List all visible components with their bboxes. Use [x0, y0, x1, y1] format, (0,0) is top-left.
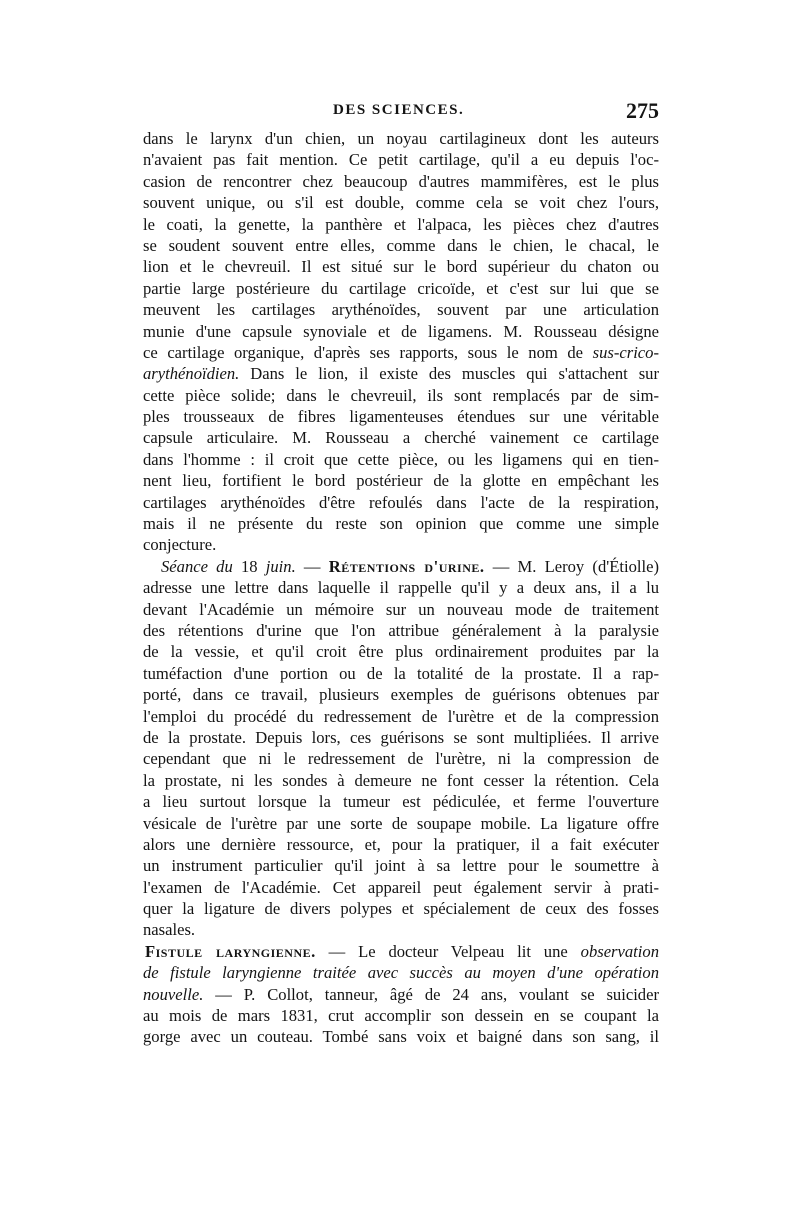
text-segment: l'emploi du procédé du redressement de l'urètre et de la compression	[143, 706, 659, 726]
text-segment: la prostate, ni les sondes à demeure ne font cesser la rétention. Cela	[143, 770, 659, 790]
text-line	[143, 256, 659, 277]
text-segment: vésicale de l'urètre par une sorte de soupape mobile. La ligature offre	[143, 813, 659, 833]
italic-text: Séance du	[161, 556, 241, 576]
text-line	[143, 192, 659, 213]
text-line	[143, 149, 659, 170]
text-line	[143, 706, 659, 727]
text-segment: — Le docteur Velpeau lit une	[315, 941, 581, 961]
text-segment: quer la ligature de divers polypes et spécialement de ceux des fosses	[143, 899, 659, 919]
text-line	[143, 834, 659, 855]
text-segment: de la prostate. Depuis lors, ces guérisons se sont multipliées. Il arrive	[143, 727, 659, 747]
italic-text: nouvelle.	[143, 984, 204, 1004]
text-line	[143, 470, 659, 491]
text-line	[143, 171, 659, 192]
section-heading: Fistule laryngienne.	[145, 941, 316, 961]
text-line	[143, 556, 659, 577]
text-line	[143, 427, 659, 448]
text-segment: gorge avec un couteau. Tombé sans voix et baigné dans son sang, il	[143, 1027, 659, 1047]
text-line	[143, 663, 659, 684]
text-segment: adresse une lettre dans laquelle il rappelle qu'il y a deux ans, il a lu	[143, 578, 659, 598]
text-segment: 18	[240, 556, 266, 576]
text-segment: tuméfaction d'une portion ou de la totalité de la prostate. Il a rap-	[143, 663, 659, 683]
text-line	[143, 385, 659, 406]
text-segment: ples trousseaux de fibres ligamenteuses étendues sur une véritable	[143, 407, 659, 427]
text-line	[143, 641, 659, 662]
text-segment: ce cartilage organique, d'après ses rapports, sous le nom de	[143, 342, 593, 362]
text-line	[143, 278, 659, 299]
text-segment: n'avaient pas fait mention. Ce petit cartilage, qu'il a eu depuis l'oc-	[143, 150, 659, 170]
text-segment: — P. Collot, tanneur, âgé de 24 ans, voulant se suicider	[203, 984, 659, 1004]
italic-text: de fistule laryngienne traitée avec succès au moyen d'une opération	[143, 963, 659, 983]
text-line	[143, 599, 659, 620]
text-line	[143, 342, 659, 363]
text-segment: Dans le lion, il existe des muscles qui s'attachent sur	[239, 364, 659, 384]
text-segment: au mois de mars 1831, crut accomplir son dessein en se coupant la	[143, 1006, 659, 1026]
text-segment: mais il ne présente du reste son opinion que comme une simple	[143, 514, 659, 534]
text-segment: de la vessie, et qu'il croit être plus ordinairement produites par la	[143, 642, 659, 662]
text-segment: meuvent les cartilages arythénoïdes, souvent par une articulation	[143, 300, 659, 320]
text-line	[143, 1005, 659, 1026]
section-heading: Rétentions d'urine.	[328, 556, 485, 576]
text-segment: un instrument particulier qu'il joint à sa lettre pour le soumettre à	[143, 856, 659, 876]
text-line	[143, 1026, 659, 1047]
italic-text: observation	[580, 941, 659, 961]
text-line	[143, 406, 659, 427]
text-line	[143, 855, 659, 876]
text-segment: munie d'une capsule synoviale et de ligamens. M. Rousseau désigne	[143, 321, 659, 341]
text-segment: alors une dernière ressource, et, pour la pratiquer, il a fait exécuter	[143, 834, 659, 854]
text-line	[143, 898, 659, 919]
text-segment: —	[295, 556, 329, 576]
text-line	[143, 962, 659, 983]
text-line	[143, 877, 659, 898]
text-segment: lion et le chevreuil. Il est situé sur le bord supérieur du chaton ou	[143, 257, 659, 277]
text-segment: partie large postérieure du cartilage cricoïde, et c'est sur lui que se	[143, 278, 659, 298]
text-line	[143, 534, 659, 555]
text-line	[143, 363, 659, 384]
text-line	[143, 235, 659, 256]
text-line	[143, 513, 659, 534]
text-segment: dans le larynx d'un chien, un noyau cartilagineux dont les auteurs	[143, 129, 659, 148]
text-segment: dans l'homme : il croit que cette pièce, ou les ligamens qui en tien-	[143, 449, 659, 469]
text-segment: devant l'Académie un mémoire sur un nouveau mode de traitement	[143, 599, 659, 619]
text-line	[143, 577, 659, 598]
text-segment: nent lieu, fortifient le bord postérieur de la glotte en empêchant les	[143, 471, 659, 491]
text-segment: cartilages arythénoïdes d'être refoulés dans l'acte de la respiration,	[143, 492, 659, 512]
text-line	[143, 492, 659, 513]
text-line	[143, 684, 659, 705]
text-line	[143, 321, 659, 342]
text-line	[143, 299, 659, 320]
text-line	[143, 813, 659, 834]
text-segment: se soudent souvent entre elles, comme dans le chien, le chacal, le	[143, 235, 659, 255]
running-head	[143, 98, 659, 128]
text-segment: nasales.	[143, 920, 196, 940]
body-text	[143, 128, 659, 1048]
text-line	[143, 748, 659, 769]
text-line	[143, 620, 659, 641]
text-segment: casion de rencontrer chez beaucoup d'autres mammifères, est le plus	[143, 171, 659, 191]
text-line	[143, 941, 659, 962]
text-segment: cette pièce solide; dans le chevreuil, ils sont remplacés par de sim-	[143, 385, 659, 405]
text-line	[143, 128, 659, 149]
text-segment: — M. Leroy (d'Étiolle)	[484, 556, 659, 576]
text-segment: le coati, la genette, la panthère et l'alpaca, les pièces chez d'autres	[143, 214, 659, 234]
italic-text: sus-crico-	[592, 342, 659, 362]
text-segment: conjecture.	[143, 535, 217, 555]
text-line	[143, 449, 659, 470]
italic-text: arythénoïdien.	[143, 364, 240, 384]
text-line	[143, 791, 659, 812]
text-segment: souvent unique, ou s'il est double, comme cela se voit chez l'ours,	[143, 193, 659, 213]
text-segment: a lieu surtout lorsque la tumeur est pédiculée, et ferme l'ouverture	[143, 792, 659, 812]
running-title: DES SCIENCES.	[333, 102, 465, 118]
text-line	[143, 214, 659, 235]
text-line	[143, 919, 659, 940]
text-line	[143, 727, 659, 748]
text-segment: porté, dans ce travail, plusieurs exemples de guérisons obtenues par	[143, 685, 659, 705]
text-line	[143, 770, 659, 791]
text-segment: l'examen de l'Académie. Cet appareil peut également servir à prati-	[143, 877, 659, 897]
text-segment: cependant que ni le redressement de l'urètre, ni la compression de	[143, 749, 659, 769]
text-segment: capsule articulaire. M. Rousseau a cherché vainement ce cartilage	[143, 428, 659, 448]
italic-text: juin.	[265, 556, 296, 576]
text-line	[143, 984, 659, 1005]
text-segment: des rétentions d'urine que l'on attribue généralement à la paralysie	[143, 620, 659, 640]
page-number: 275	[626, 98, 659, 123]
